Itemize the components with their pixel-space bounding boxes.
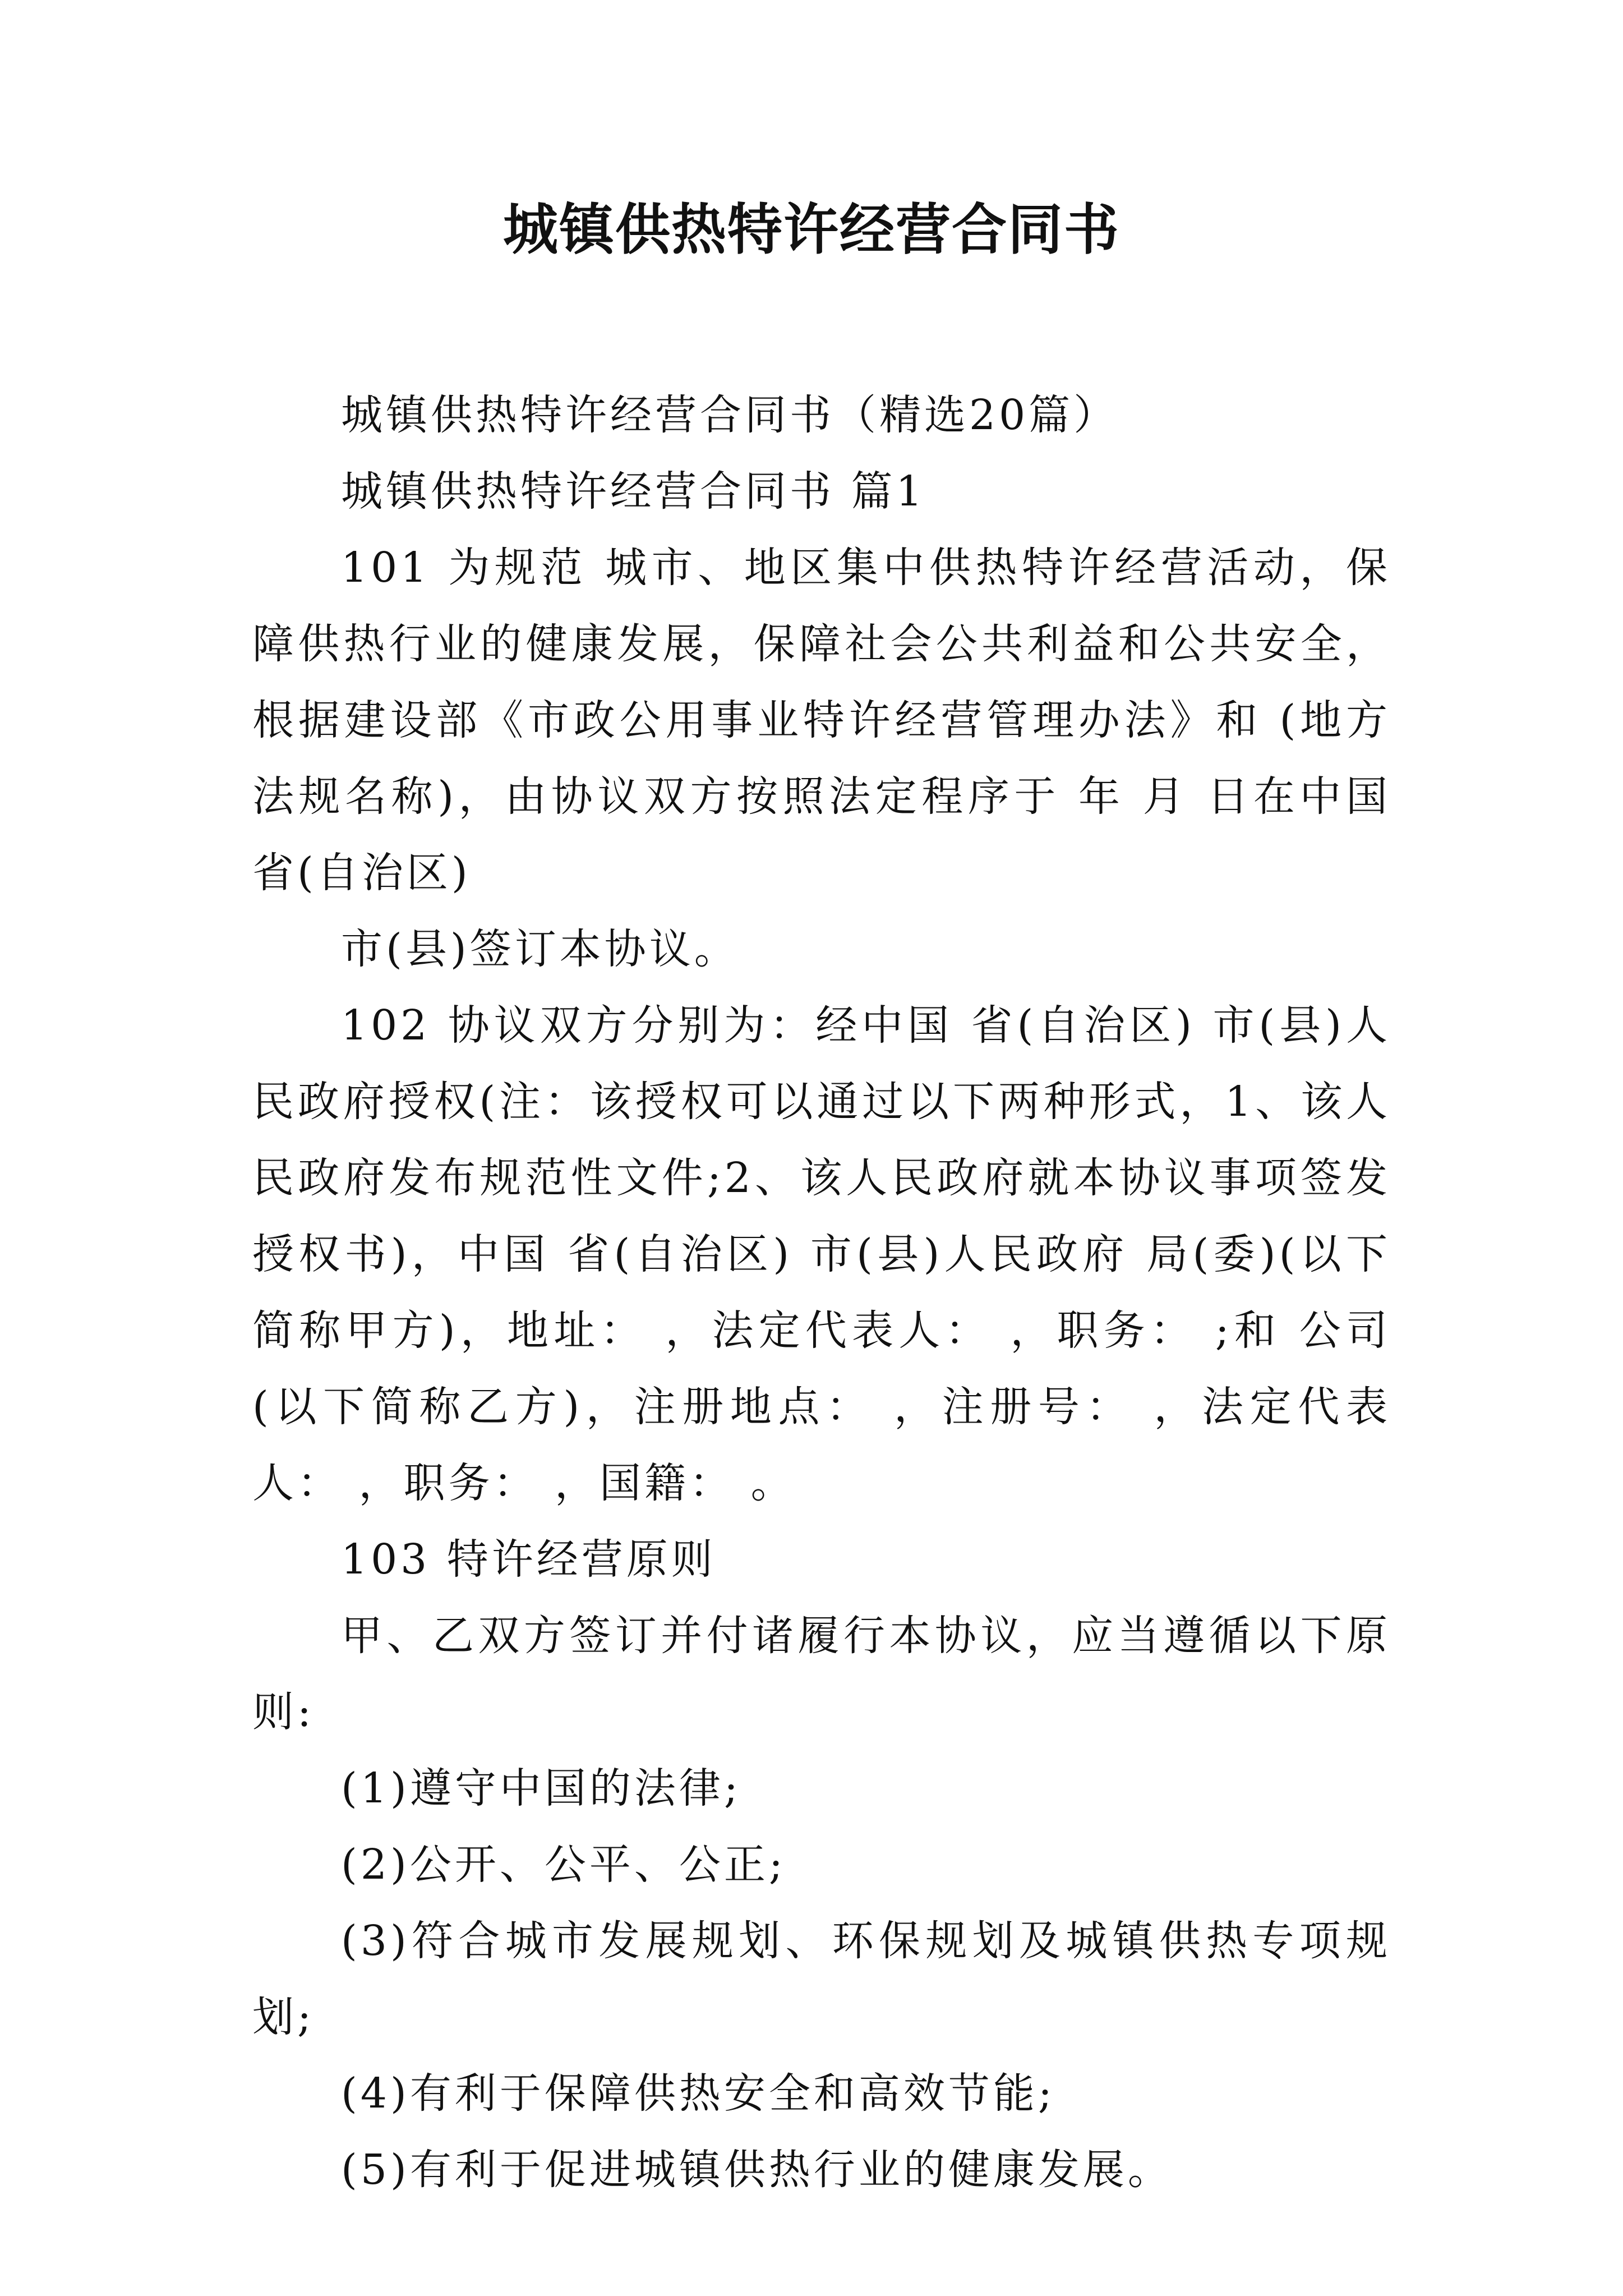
- principle-item: (3)符合城市发展规划、环保规划及城镇供热专项规划;: [252, 1917, 1391, 2041]
- principle-item: (5)有利于促进城镇供热行业的健康发展。: [341, 2146, 1173, 2194]
- principle-item: (4)有利于保障供热安全和高效节能;: [341, 2069, 1055, 2118]
- document-title: 城镇供热特许经营合同书: [502, 198, 1120, 262]
- document-body: [252, 377, 1391, 2208]
- principles-intro: 甲、乙双方签订并付诸履行本协议，应当遵循以下原则:: [252, 1612, 1391, 1736]
- clause-103-heading: 103 特许经营原则: [341, 1535, 716, 1584]
- clause-102-paragraph: 102 协议双方分别为：经中国 省(自治区) 市(县)人民政府授权(注：该授权可以通过以下两种形式，1、该人民政府发布规范性文件;2、该人民政府就本协议事项签发授权书)，中国 省(自治区) 市(县)人民政府 局(委)(以下简称甲方)，地址： ，法定代表人： ，职务： ;和 公司(以下简称乙方)，注册地点： ，注册号： ，法定代表人： ，职务： ，国籍： 。: [252, 1001, 1391, 1507]
- section-heading-paragraph: 城镇供热特许经营合同书 篇1: [341, 467, 926, 516]
- principle-item: (1)遵守中国的法律;: [341, 1764, 741, 1812]
- principle-item: (2)公开、公平、公正;: [341, 1841, 786, 1889]
- clause-101-continuation: 市(县)签订本协议。: [341, 925, 739, 973]
- clause-101-paragraph: 101 为规范 城市、地区集中供热特许经营活动，保障供热行业的健康发展，保障社会公共利益和公共安全，根据建设部《市政公用事业特许经营管理办法》和 (地方法规名称)，由协议双方按照法定程序于 年 月 日在中国 省(自治区): [252, 544, 1391, 897]
- subtitle-paragraph: 城镇供热特许经营合同书（精选20篇）: [341, 391, 1119, 439]
